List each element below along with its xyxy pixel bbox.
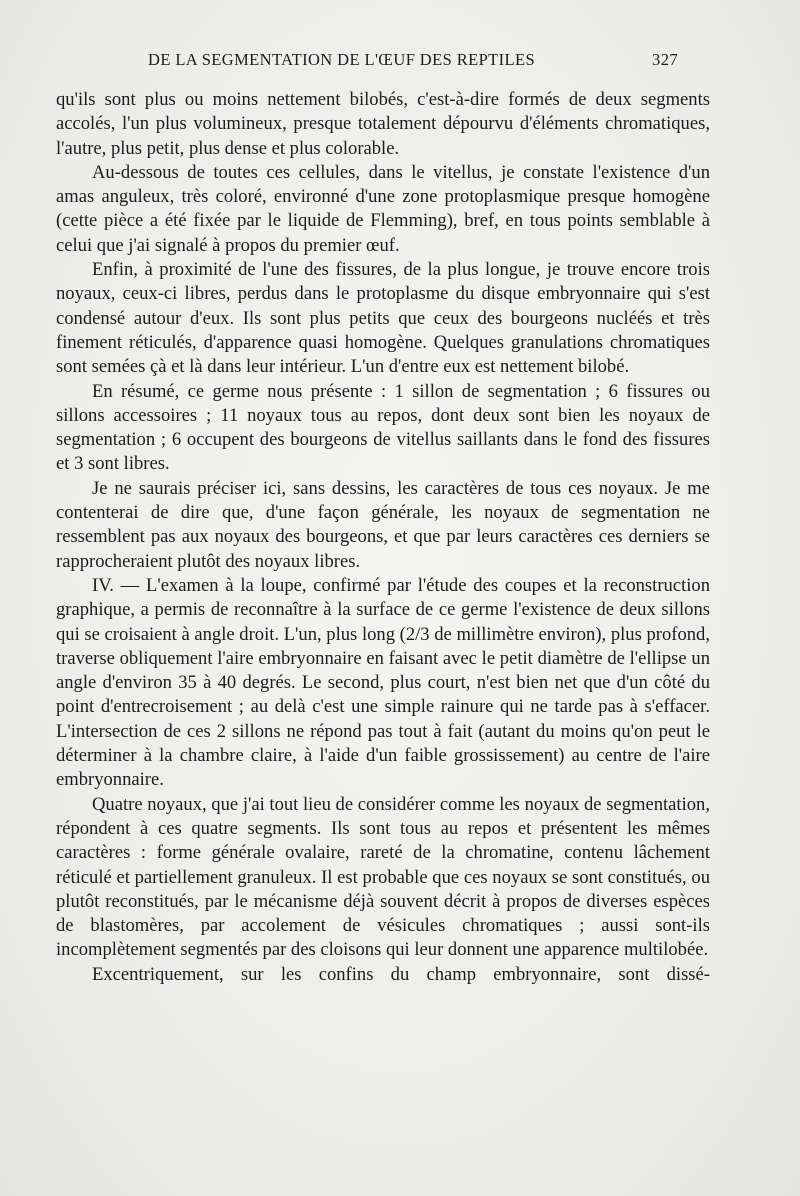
running-title: DE LA SEGMENTATION DE L'ŒUF DES REPTILES <box>148 50 536 69</box>
paragraph-continuation: qu'ils sont plus ou moins nettement bilobés, c'est-à-dire formés de deux segments accolés, l'un plus volumineux, presque totalement dépourvu d'éléments chromatiques, l'autre, plus petit, plus dense et plus colorable. <box>56 89 710 159</box>
paragraph: Quatre noyaux, que j'ai tout lieu de considérer comme les noyaux de segmentation, répondent à ces quatre segments. Ils sont tous au repos et présentent les mêmes caractères : forme générale ovalaire, rareté de la chromatine, contenu lâchement réticulé et partiellement granuleux. Il est probable que ces noyaux se sont constitués, ou plutôt reconstitués, par le mécanisme déjà souvent décrit à propos de diverses espèces de blastomères, par accolement de vésicules chromatiques ; aussi sont-ils incomplètement segmentés par des cloisons qui leur donnent une apparence multilobée. <box>56 793 710 961</box>
paragraph: Au-dessous de toutes ces cellules, dans le vitellus, je constate l'existence d'un amas anguleux, très coloré, environné d'une zone protoplasmique presque homogène (cette pièce a été fixée par le liquide de Flemming), bref, en tous points semblable à celui que j'ai signalé à propos du premier œuf. <box>56 161 710 256</box>
body-text <box>56 88 710 987</box>
paragraph: En résumé, ce germe nous présente : 1 sillon de segmentation ; 6 fissures ou sillons accessoires ; 11 noyaux tous au repos, dont deux sont bien les noyaux de segmentation ; 6 occupent des bourgeons de vitellus saillants dans le fond des fissures et 3 sont libres. <box>56 380 710 475</box>
paragraph-continued: Excentriquement, sur les confins du champ embryonnaire, sont dissé- <box>92 963 710 985</box>
page-number: 327 <box>652 50 678 69</box>
paragraph: IV. — L'examen à la loupe, confirmé par l'étude des coupes et la reconstruction graphique, a permis de reconnaître à la surface de ce germe l'existence de deux sillons qui se croisaient à angle droit. L'un, plus long (2/3 de millimètre environ), plus profond, traverse obliquement l'aire embryonnaire en faisant avec le petit diamètre de l'ellipse un angle d'environ 35 à 40 degrés. Le second, plus court, n'est bien net que d'un côté du point d'entrecroisement ; au delà c'est une simple rainure qui ne tarde pas à s'effacer. L'intersection de ces 2 sillons ne répond pas tout à fait (autant du moins qu'on peut le déterminer à la chambre claire, à l'aide d'un faible grossissement) au centre de l'aire embryonnaire. <box>56 574 710 791</box>
paragraph: Je ne saurais préciser ici, sans dessins, les caractères de tous ces noyaux. Je me contenterai de dire que, d'une façon générale, les noyaux de segmentation ne ressemblent pas aux noyaux des bourgeons, et que par leurs caractères ces derniers se rapprocheraient plutôt des noyaux libres. <box>56 477 710 572</box>
paragraph: Enfin, à proximité de l'une des fissures, de la plus longue, je trouve encore trois noyaux, ceux-ci libres, perdus dans le protoplasme du disque embryonnaire qui s'est condensé autour d'eux. Ils sont plus petits que ceux des bourgeons nucléés et très finement réticulés, d'apparence quasi homogène. Quelques granulations chromatiques sont semées çà et là dans leur intérieur. L'un d'entre eux est nettement bilobé. <box>56 259 710 378</box>
